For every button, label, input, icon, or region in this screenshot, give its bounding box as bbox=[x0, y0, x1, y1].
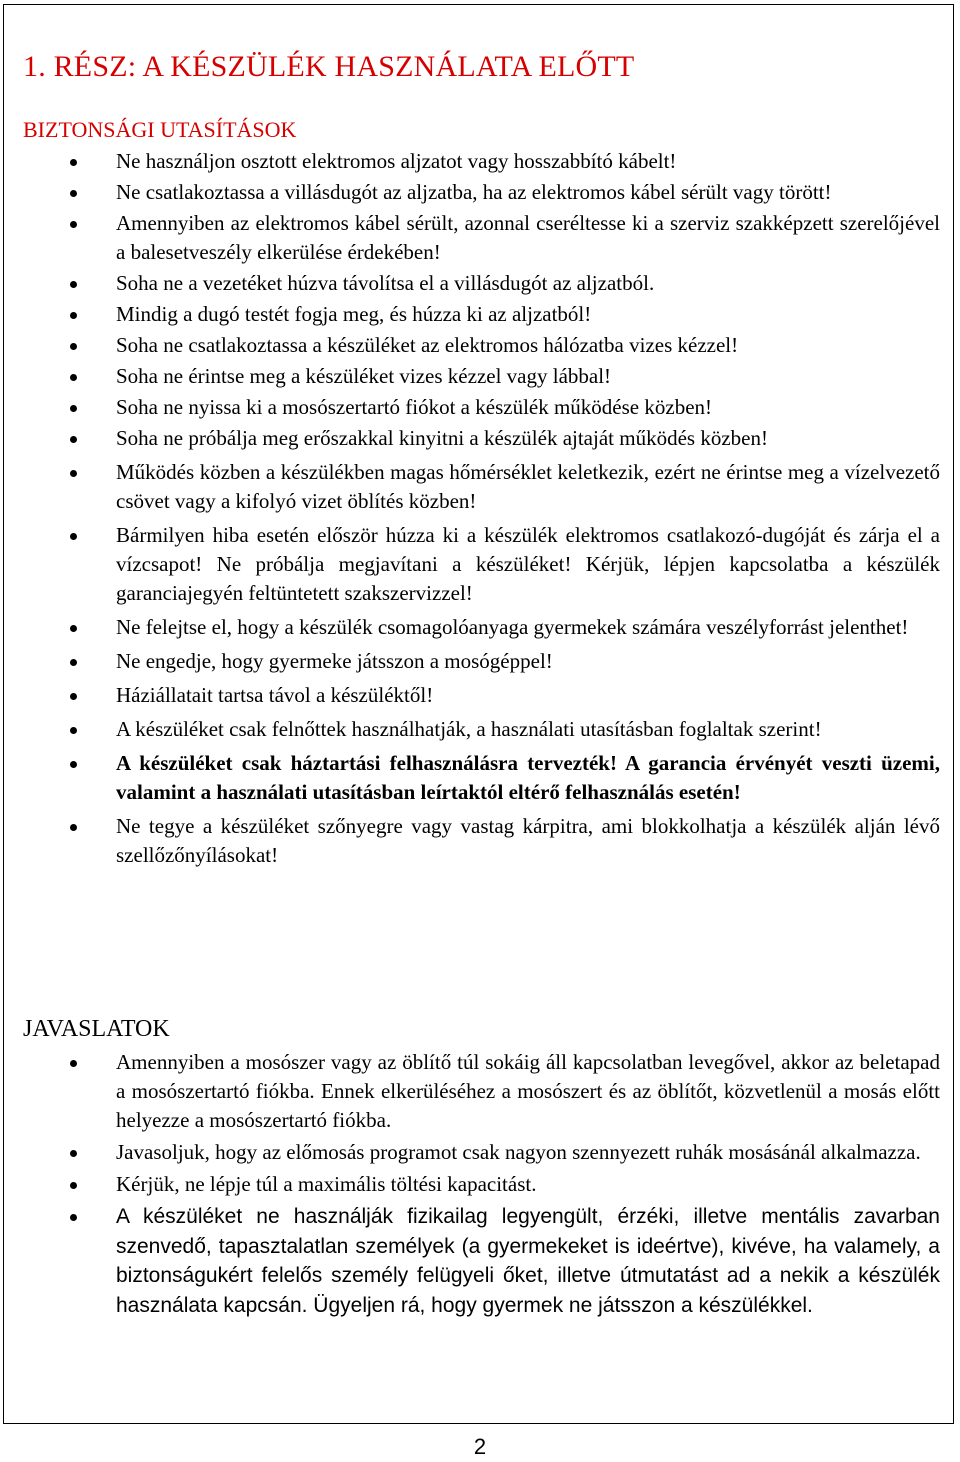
list-item bbox=[0, 1138, 940, 1167]
page-number: 2 bbox=[473, 1434, 487, 1459]
list-item bbox=[0, 178, 940, 207]
list-item-text: Javasoljuk, hogy az előmosás programot csak nagyon szennyezett ruhák mosásánál alkalmazza. bbox=[116, 1140, 921, 1164]
list-item-text: Ne csatlakoztassa a villásdugót az aljzatba, ha az elektromos kábel sérült vagy törött! bbox=[116, 180, 832, 204]
bullet-icon bbox=[70, 281, 77, 288]
list-item bbox=[0, 1170, 940, 1199]
list-item-bold bbox=[0, 749, 940, 807]
list-item-text: Ne tegye a készüléket szőnyegre vagy vastag kárpitra, ami blokkolhatja a készülék alján lévő szellőzőnyílásokat! bbox=[116, 814, 940, 867]
list-item bbox=[0, 715, 940, 744]
list-item-text: Ne engedje, hogy gyermeke játsszon a mosógéppel! bbox=[116, 649, 553, 673]
bullet-icon bbox=[70, 533, 77, 540]
list-item-text: Kérjük, ne lépje túl a maximális töltési kapacitást. bbox=[116, 1172, 537, 1196]
bullet-icon bbox=[70, 761, 77, 768]
list-item-text: Soha ne a vezetéket húzva távolítsa el a villásdugót az aljzatból. bbox=[116, 271, 655, 295]
bullet-icon bbox=[70, 436, 77, 443]
list-item-text: Bármilyen hiba esetén először húzza ki a készülék elektromos csatlakozó-dugóját és zárja el a vízcsapot! Ne próbálja megjavítani a készüléket! Kérjük, lépjen kapcsolatba a készülék garanciajegyén feltüntetett szakszervizzel! bbox=[116, 523, 940, 605]
list-item bbox=[0, 424, 940, 453]
list-item-text: Ne használjon osztott elektromos aljzatot vagy hosszabbító kábelt! bbox=[116, 149, 677, 173]
list-item bbox=[0, 1202, 940, 1320]
list-item bbox=[0, 681, 940, 710]
list-item bbox=[0, 393, 940, 422]
list-item-text: Soha ne érintse meg a készüléket vizes kézzel vagy lábbal! bbox=[116, 364, 612, 388]
safety-heading: BIZTONSÁGI UTASÍTÁSOK bbox=[23, 117, 297, 142]
safety-list bbox=[0, 147, 960, 875]
bullet-icon bbox=[70, 1214, 77, 1221]
list-item bbox=[0, 147, 940, 176]
list-item-text: Amennyiben a mosószer vagy az öblítő túl sokáig áll kapcsolatban levegővel, akkor az beletapad a mosószertartó fiókba. Ennek elkerüléséhez a mosószert és az öblítőt, közvetlenül a mosás előtt helyezze a mosószertartó fiókba. bbox=[116, 1050, 940, 1132]
list-item bbox=[0, 647, 940, 676]
bullet-icon bbox=[70, 659, 77, 666]
bullet-icon bbox=[70, 374, 77, 381]
bullet-icon bbox=[70, 824, 77, 831]
list-item bbox=[0, 1048, 940, 1135]
bullet-icon bbox=[70, 727, 77, 734]
list-item bbox=[0, 812, 940, 870]
bullet-icon bbox=[70, 693, 77, 700]
bullet-icon bbox=[70, 625, 77, 632]
bullet-icon bbox=[70, 190, 77, 197]
list-item-text: Működés közben a készülékben magas hőmérséklet keletkezik, ezért ne érintse meg a vízelvezető csövet vagy a kifolyó vizet öblítés közben! bbox=[116, 460, 940, 513]
bullet-icon bbox=[70, 405, 77, 412]
bullet-icon bbox=[70, 159, 77, 166]
list-item-text: Ne felejtse el, hogy a készülék csomagolóanyaga gyermekek számára veszélyforrást jelenthet! bbox=[116, 615, 909, 639]
list-item bbox=[0, 458, 940, 516]
bullet-icon bbox=[70, 312, 77, 319]
list-item bbox=[0, 331, 940, 360]
list-item-text: Amennyiben az elektromos kábel sérült, azonnal cseréltesse ki a szerviz szakképzett szerelőjével a balesetveszély elkerülése érdekében! bbox=[116, 211, 940, 264]
section-title: 1. RÉSZ: A KÉSZÜLÉK HASZNÁLATA ELŐTT bbox=[23, 50, 635, 83]
list-item-text: A készüléket csak felnőttek használhatják, a használati utasításban foglaltak szerint! bbox=[116, 717, 822, 741]
bullet-icon bbox=[70, 470, 77, 477]
list-item-text: A készüléket ne használják fizikailag legyengült, érzéki, illetve mentális zavarban szenvedő, tapasztalatlan személyek (a gyermekeket is ideértve), kivéve, ha valamely, a biztonságukért felelős személy felügyeli őket, illetve útmutatást ad a nekik a készülék használata kapcsán. Ügyeljen rá, hogy gyermek ne játsszon a készülékkel. bbox=[116, 1205, 940, 1317]
list-item bbox=[0, 613, 940, 642]
bullet-icon bbox=[70, 1150, 77, 1157]
bullet-icon bbox=[70, 343, 77, 350]
list-item bbox=[0, 362, 940, 391]
bullet-icon bbox=[70, 221, 77, 228]
recommendations-heading: JAVASLATOK bbox=[23, 1016, 170, 1042]
list-item-text: Soha ne csatlakoztassa a készüléket az elektromos hálózatba vizes kézzel! bbox=[116, 333, 739, 357]
list-item bbox=[0, 269, 940, 298]
list-item bbox=[0, 300, 940, 329]
bullet-icon bbox=[70, 1182, 77, 1189]
list-item bbox=[0, 209, 940, 267]
bullet-icon bbox=[70, 1060, 77, 1067]
list-item-text: A készüléket csak háztartási felhasználásra tervezték! A garancia érvényét veszti üzemi, valamint a használati utasításban leírtaktól eltérő felhasználás esetén! bbox=[116, 751, 940, 804]
list-item-text: Soha ne próbálja meg erőszakkal kinyitni a készülék ajtaját működés közben! bbox=[116, 426, 768, 450]
list-item-text: Háziállatait tartsa távol a készüléktől! bbox=[116, 683, 434, 707]
list-item-text: Soha ne nyissa ki a mosószertartó fiókot a készülék működése közben! bbox=[116, 395, 713, 419]
list-item-text: Mindig a dugó testét fogja meg, és húzza ki az aljzatból! bbox=[116, 302, 592, 326]
list-item bbox=[0, 521, 940, 608]
recommendations-list bbox=[0, 1048, 960, 1323]
